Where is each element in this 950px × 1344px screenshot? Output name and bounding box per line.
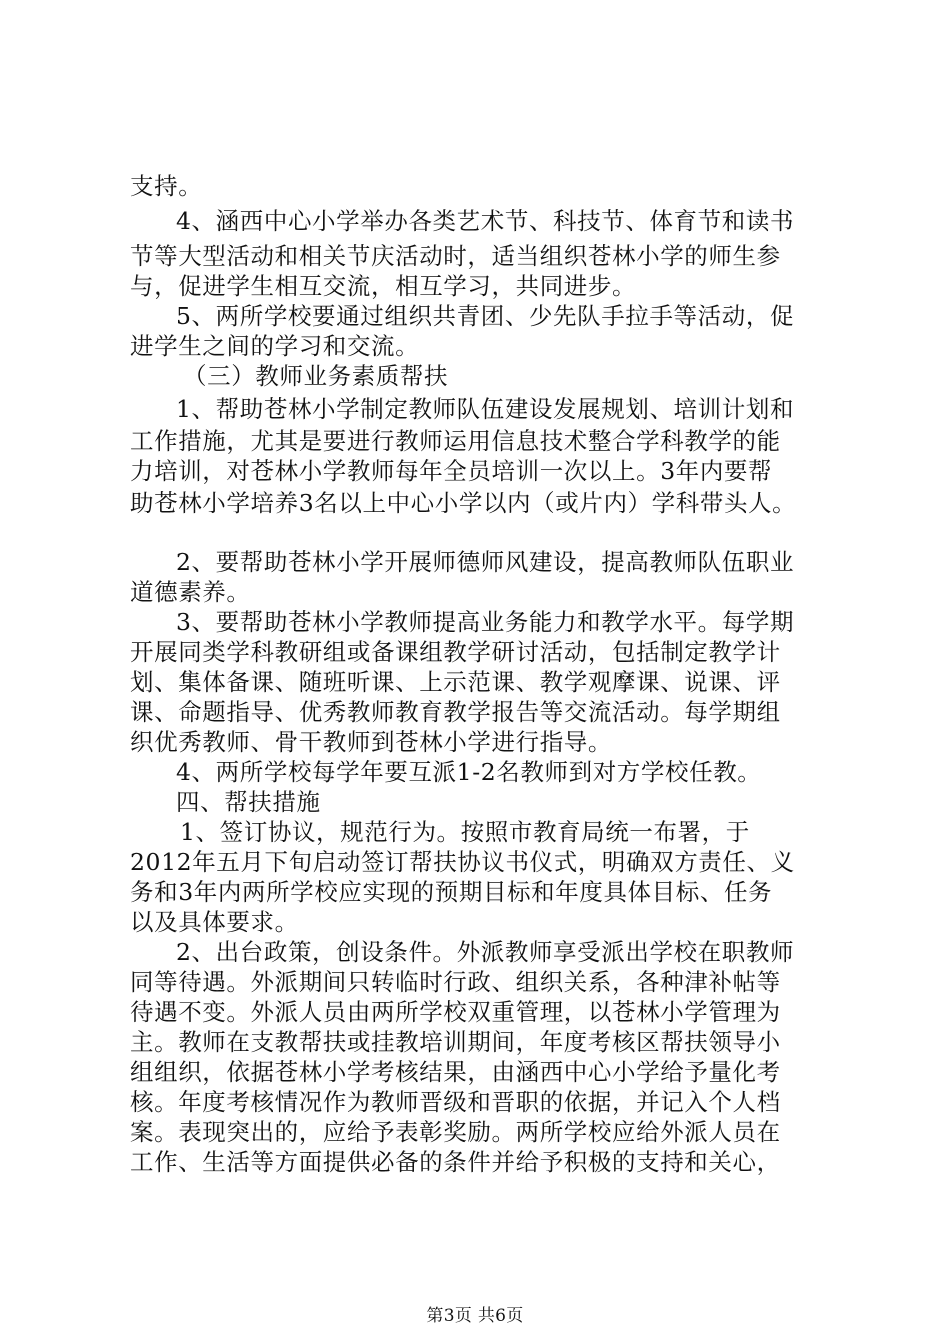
text-line: 同等待遇。外派期间只转临时行政、组织关系，各种津补帖等 [130, 968, 781, 996]
section-heading: （三）教师业务素质帮扶 [183, 362, 449, 390]
text-line: 1、签订协议，规范行为。按照市教育局统一布署，于 [180, 818, 750, 846]
section-heading: 四、帮扶措施 [176, 788, 321, 816]
text-line: 织优秀教师、骨干教师到苍林小学进行指导。 [130, 728, 612, 756]
text-line: 工作、生活等方面提供必备的条件并给予积极的支持和关心， [130, 1148, 781, 1176]
text-line: 待遇不变。外派人员由两所学校双重管理，以苍林小学管理为 [130, 998, 781, 1026]
text-line: 划、集体备课、随班听课、上示范课、教学观摩课、说课、评 [130, 668, 781, 696]
text-line: 道德素养。 [130, 578, 251, 606]
text-line: 4、两所学校每学年要互派1-2名教师到对方学校任教。 [176, 758, 762, 786]
text-line: 与，促进学生相互交流，相互学习，共同进步。 [130, 272, 637, 300]
text-line: 务和3年内两所学校应实现的预期目标和年度具体目标、任务 [130, 878, 773, 906]
text-line: 节等大型活动和相关节庆活动时，适当组织苍林小学的师生参 [130, 242, 781, 270]
text-line: 核。年度考核情况作为教师晋级和晋职的依据，并记入个人档 [130, 1088, 781, 1116]
text-line: 开展同类学科教研组或备课组教学研讨活动，包括制定教学计 [130, 638, 781, 666]
text-line: 5、两所学校要通过组织共青团、少先队手拉手等活动，促 [176, 302, 795, 330]
text-line: 4、涵西中心小学举办各类艺术节、科技节、体育节和读书 [176, 207, 795, 235]
text-line: 2、出台政策，创设条件。外派教师享受派出学校在职教师 [176, 938, 795, 966]
text-line: 1、帮助苍林小学制定教师队伍建设发展规划、培训计划和 [176, 395, 795, 423]
text-line: 3、要帮助苍林小学教师提高业务能力和教学水平。每学期 [176, 608, 795, 636]
text-line: 进学生之间的学习和交流。 [130, 332, 420, 360]
text-line: 课、命题指导、优秀教师教育教学报告等交流活动。每学期组 [130, 698, 781, 726]
text-line: 力培训，对苍林小学教师每年全员培训一次以上。3年内要帮 [130, 457, 773, 485]
page-number-footer: 第3页 共6页 [426, 1306, 524, 1326]
text-line: 工作措施，尤其是要进行教师运用信息技术整合学科教学的能 [130, 427, 781, 455]
text-line: 2012年五月下旬启动签订帮扶协议书仪式，明确双方责任、义 [130, 848, 795, 876]
text-line: 以及具体要求。 [130, 908, 299, 936]
text-line: 助苍林小学培养3名以上中心小学以内（或片内）学科带头人。 [130, 489, 797, 517]
text-line: 组组织，依据苍林小学考核结果，由涵西中心小学给予量化考 [130, 1058, 781, 1086]
text-line: 主。教师在支教帮扶或挂教培训期间，年度考核区帮扶领导小 [130, 1028, 781, 1056]
text-line: 支持。 [130, 172, 203, 200]
text-line: 案。表现突出的，应给予表彰奖励。两所学校应给外派人员在 [130, 1118, 781, 1146]
text-line: 2、要帮助苍林小学开展师德师风建设，提高教师队伍职业 [176, 548, 795, 576]
